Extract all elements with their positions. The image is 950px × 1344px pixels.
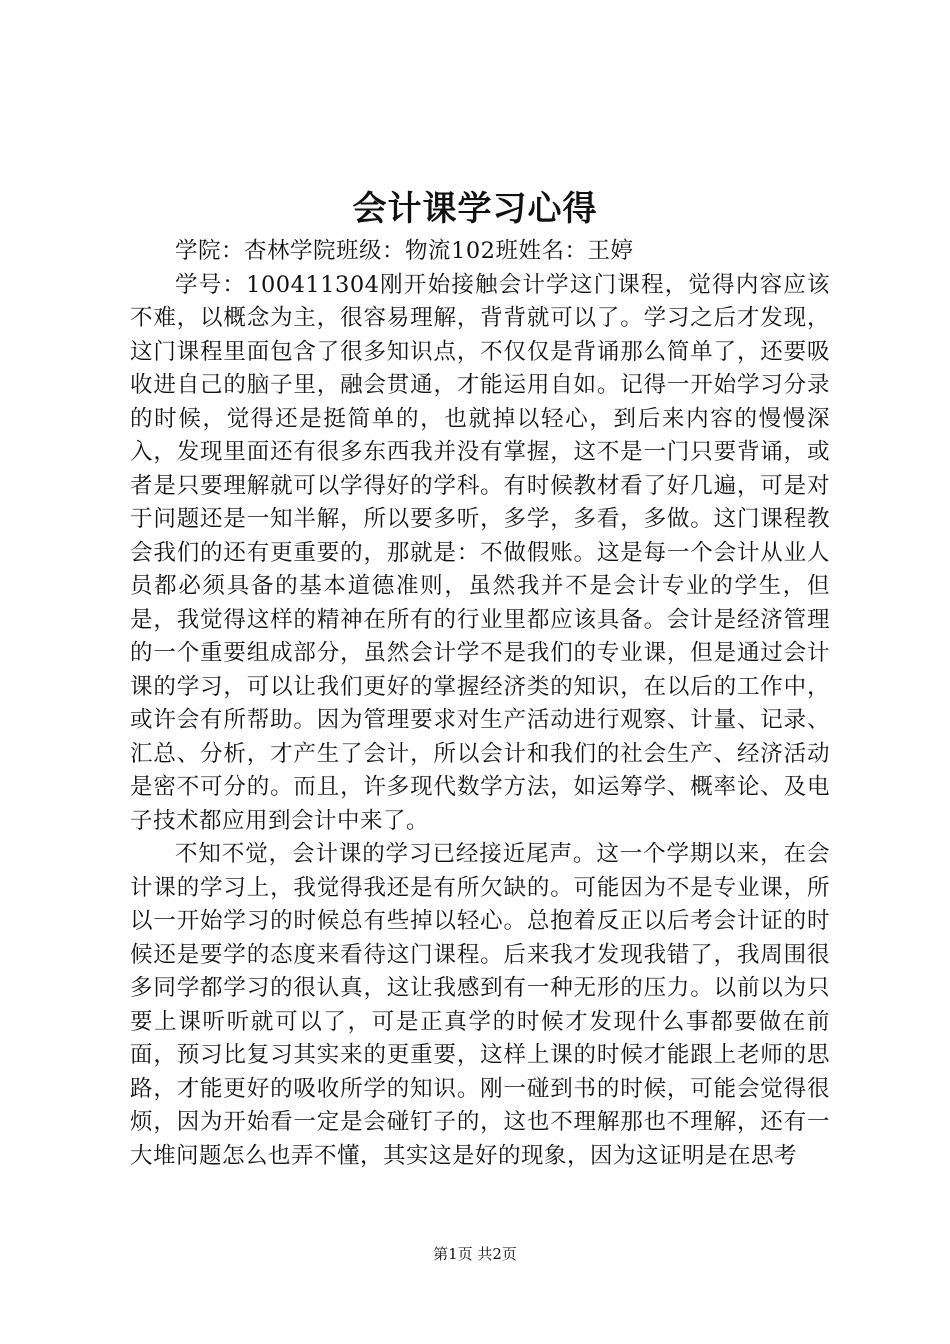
meta-line: 学院：杏林学院班级：物流102班姓名：王婷 xyxy=(175,238,634,264)
document-title: 会计课学习心得 xyxy=(352,189,598,229)
paragraph-1: 学号：100411304刚开始接触会计学这门课程，觉得内容应该不难，以概念为主，很容易理解，背背就可以了。学习之后才发现，这门课程里面包含了很多知识点，不仅仅是背诵那么简单了，还要吸收进自己的脑子里，融会贯通，才能运用自如。记得一开始学习分录的时候，觉得还是挺简单的，也就掉以轻心，到后来内容的慢慢深入，发现里面还有很多东西我并没有掌握，这不是一门只要背诵，或者是只要理解就可以学得好的学科。有时候教材看了好几遍，可是对于问题还是一知半解，所以要多听，多学，多看，多做。这门课程教会我们的还有更重要的，那就是：不做假账。这是每一个会计从业人员都必须具备的基本道德准则，虽然我并不是会计专业的学生，但是，我觉得这样的精神在所有的行业里都应该具备。会计是经济管理的一个重要组成部分，虽然会计学不是我们的专业课，但是通过会计课的学习，可以让我们更好的掌握经济类的知识，在以后的工作中，或许会有所帮助。因为管理要求对生产活动进行观察、计量、记录、汇总、分析，才产生了会计，所以会计和我们的社会生产、经济活动是密不可分的。而且，许多现代数学方法，如运筹学、概率论、及电子技术都应用到会计中来了。 xyxy=(130,271,830,834)
paragraph-2: 不知不觉，会计课的学习已经接近尾声。这一个学期以来，在会计课的学习上，我觉得我还是有所欠缺的。可能因为不是专业课，所以一开始学习的时候总有些掉以轻心。总抱着反正以后考会计证的时候还是要学的态度来看待这门课程。后来我才发现我错了，我周围很多同学都学习的很认真，这让我感到有一种无形的压力。以前以为只要上课听听就可以了，可是正真学的时候才发现什么事都要做在前面，预习比复习其实来的更重要，这样上课的时候才能跟上老师的思路，才能更好的吸收所学的知识。刚一碰到书的时候，可能会觉得很烦，因为开始看一定是会碰钉子的，这也不理解那也不理解，还有一大堆问题怎么也弄不懂，其实这是好的现象，因为这证明是在思考 xyxy=(130,841,830,1169)
page-footer: 第1页 共2页 xyxy=(433,1245,517,1263)
document-body xyxy=(130,235,830,1173)
